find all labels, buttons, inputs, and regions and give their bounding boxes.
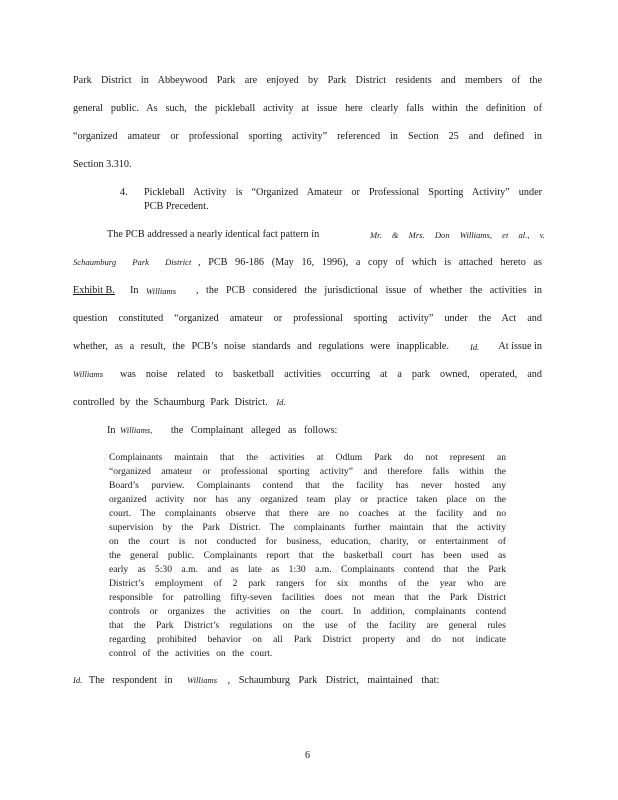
body-line xyxy=(73,674,439,687)
page-number: 6 xyxy=(305,750,310,761)
section-heading: Pickleball Activity is “Organized Amateur or Professional Sporting Activity” under xyxy=(144,187,542,198)
case-citation: Schaumburg Park District xyxy=(73,257,192,267)
body-line: question constituted “organized amateur or professional sporting activity” under the Act and xyxy=(73,313,542,324)
body-text: , PCB 96-186 (May 16, 1996), a copy of which is attached hereto as xyxy=(198,257,542,268)
quote-line: the general public. Complainants report that the basketball court has been used as xyxy=(109,550,506,561)
quote-line: regarding prohibited behavior on all Park District property and do not indicate xyxy=(109,634,506,645)
case-citation: Williams xyxy=(146,286,177,296)
body-text: was noise related to basketball activities occurring at a park owned, operated, and xyxy=(120,369,542,380)
quote-line: court. The complainants observe that there are no coaches at the facility and no xyxy=(109,508,506,519)
body-line: “organized amateur or professional sporting activity” referenced in Section 25 and defined in xyxy=(73,131,542,142)
id-citation: Id. xyxy=(276,397,286,407)
body-text: In xyxy=(130,285,139,296)
body-text: The respondent in xyxy=(88,675,173,686)
case-citation: Williams, xyxy=(120,425,153,435)
id-citation: Id. xyxy=(470,342,480,352)
quote-line: controls or organizes the activities on the court. In addition, complainants contend xyxy=(109,606,506,617)
quote-line: that the Park District’s regulations on the use of the facility are general rules xyxy=(109,620,506,631)
quote-line: responsible for patrolling fifty-seven facilities does not mean that the Park District xyxy=(109,592,506,603)
exhibit-reference[interactable]: Exhibit B. xyxy=(73,285,115,296)
body-line xyxy=(73,396,286,409)
body-text: In xyxy=(107,425,116,436)
quote-line: supervision by the Park District. The complainants further maintain that the activity xyxy=(109,522,506,533)
body-text: controlled by the Schaumburg Park District. xyxy=(73,397,268,408)
case-citation: Mr. & Mrs. Don Williams, et al., v. xyxy=(370,230,545,240)
body-line: general public. As such, the pickleball activity at issue here clearly falls within the definition of xyxy=(73,103,542,114)
body-line: Section 3.310. xyxy=(73,159,132,170)
quote-line: District’s employment of 2 park rangers for six months of the year who are xyxy=(109,578,506,589)
body-line xyxy=(107,424,337,437)
section-heading: PCB Precedent. xyxy=(144,201,209,212)
body-line: Park District in Abbeywood Park are enjoyed by Park District residents and members of the xyxy=(73,75,542,86)
body-text: , Schaumburg Park District, maintained that: xyxy=(227,675,440,686)
section-number: 4. xyxy=(120,187,128,198)
body-text: , the PCB considered the jurisdictional issue of whether the activities in xyxy=(196,285,542,296)
id-citation: Id. xyxy=(73,675,83,685)
case-citation: Williams xyxy=(73,369,104,379)
body-line xyxy=(73,284,542,297)
body-text: At issue in xyxy=(498,341,542,352)
case-citation: Williams xyxy=(186,675,218,685)
body-text: The PCB addressed a nearly identical fact pattern in xyxy=(107,229,320,240)
quote-line: “organized amateur or professional sporting activity” and therefore falls within the xyxy=(109,466,506,477)
quote-line: early as 5:30 a.m. and as late as 1:30 a.m. Complainants contend that the Park xyxy=(109,564,506,575)
quote-line: organized activity nor has any organized team play or practice taken place on the xyxy=(109,494,506,505)
quote-line: Complainants maintain that the activities at Odlum Park do not represent an xyxy=(109,452,506,463)
body-line xyxy=(73,340,542,353)
quote-line: Board’s purview. Complainants contend that the facility has never hosted any xyxy=(109,480,506,491)
body-line xyxy=(73,256,542,269)
body-text: the Complainant alleged as follows: xyxy=(170,425,338,436)
body-line xyxy=(73,368,542,381)
quote-line: on the court is not conducted for business, education, charity, or entertainment of xyxy=(109,536,506,547)
body-text: whether, as a result, the PCB’s noise standards and regulations were inapplicable. xyxy=(73,341,449,352)
quote-line: control of the activities on the court. xyxy=(109,648,273,659)
body-line xyxy=(107,228,545,241)
